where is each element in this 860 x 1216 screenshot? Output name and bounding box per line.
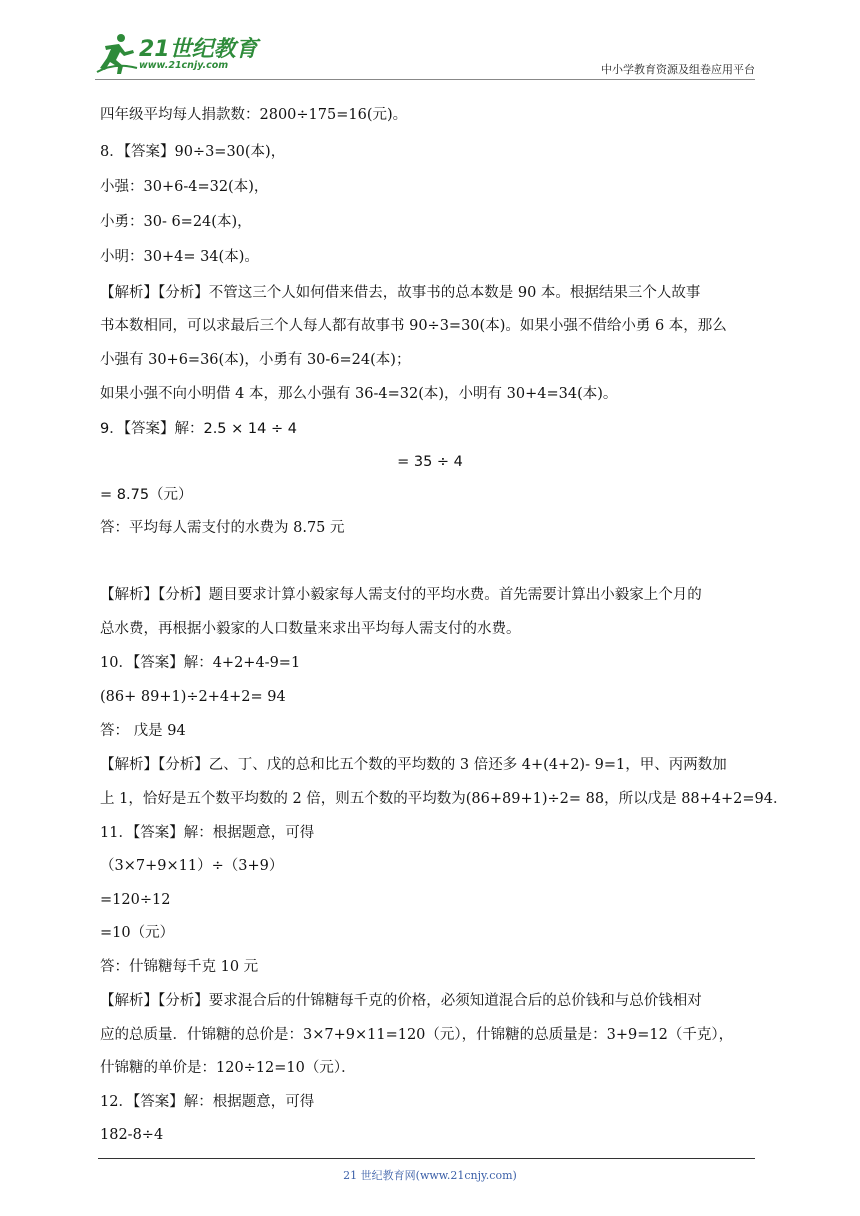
- platform-name: 中小学教育资源及组卷应用平台: [601, 63, 755, 76]
- text-line: 答：什锦糖每千克 10 元: [100, 959, 259, 975]
- text-line: 书本数相同，可以求最后三个人每人都有故事书 90÷3=30(本)。如果小强不借给小勇 6 本，那么: [100, 318, 727, 334]
- text-line: =120÷12: [100, 892, 171, 908]
- text-line: 什锦糖的单价是：120÷12=10（元）．: [100, 1060, 356, 1076]
- text-line: 【解析】【分析】题目要求计算小毅家每人需支付的平均水费。首先需要计算出小毅家上个月的: [100, 587, 702, 603]
- text-line: 答：平均每人需支付的水费为 8.75 元: [100, 520, 345, 536]
- text-line: 答： 戊是 94: [100, 723, 186, 739]
- math-line: = 8.75（元）: [100, 487, 193, 503]
- page-header: [95, 30, 755, 80]
- text-line: 11．【答案】解：根据题意，可得: [100, 825, 315, 841]
- text-line: （3×7+9×11）÷（3+9）: [100, 858, 284, 874]
- logo-url: www.21cnjy.com: [139, 60, 229, 71]
- text-line: 【解析】【分析】不管这三个人如何借来借去，故事书的总本数是 90 本。根据结果三个人故事: [100, 285, 701, 301]
- text-line: 小勇：30- 6=24(本)，: [100, 214, 252, 230]
- text-line: 9．【答案】解：2.5 × 14 ÷ 4: [100, 421, 297, 437]
- footer-divider: [98, 1158, 755, 1159]
- text-line: 四年级平均每人捐款数：2800÷175=16(元)。: [100, 107, 408, 123]
- text-line: (86+ 89+1)÷2+4+2= 94: [100, 689, 286, 705]
- math-line: = 35 ÷ 4: [397, 454, 463, 470]
- text-line: 【解析】【分析】乙、丁、戊的总和比五个数的平均数的 3 倍还多 4+(4+2)- 9=1，甲、丙两数加: [100, 757, 727, 773]
- logo-text: 21世纪教育: [139, 37, 258, 62]
- text-line: =10（元）: [100, 925, 175, 941]
- text-line: 应的总质量．什锦糖的总价是：3×7+9×11=120（元），什锦糖的总质量是：3+9=12（千克），: [100, 1027, 734, 1043]
- text-line: 小强：30+6-4=32(本)，: [100, 179, 269, 195]
- logo: [95, 30, 295, 80]
- runner-logo-icon: [95, 32, 139, 76]
- text-line: 8．【答案】90÷3=30(本)，: [100, 144, 286, 160]
- text-line: 小强有 30+6=36(本)，小勇有 30-6=24(本)；: [100, 352, 411, 368]
- header-divider: [95, 79, 755, 80]
- text-line: 上 1，恰好是五个数平均数的 2 倍，则五个数的平均数为(86+89+1)÷2= 88，所以戊是 88+4+2=94．: [100, 791, 788, 807]
- text-line: 总水费，再根据小毅家的人口数量来求出平均每人需支付的水费。: [100, 621, 521, 637]
- text-line: 小明：30+4= 34(本)。: [100, 249, 259, 265]
- text-line: 【解析】【分析】要求混合后的什锦糖每千克的价格，必须知道混合后的总价钱和与总价钱相对: [100, 993, 702, 1009]
- page-footer: 21 世纪教育网(www.21cnjy.com): [343, 1169, 517, 1182]
- text-line: 10．【答案】解：4+2+4-9=1: [100, 655, 301, 671]
- text-line: 12．【答案】解：根据题意，可得: [100, 1094, 315, 1110]
- text-line: 如果小强不向小明借 4 本，那么小强有 36-4=32(本)，小明有 30+4=34(本)。: [100, 386, 618, 402]
- text-line: 182-8÷4: [100, 1127, 164, 1143]
